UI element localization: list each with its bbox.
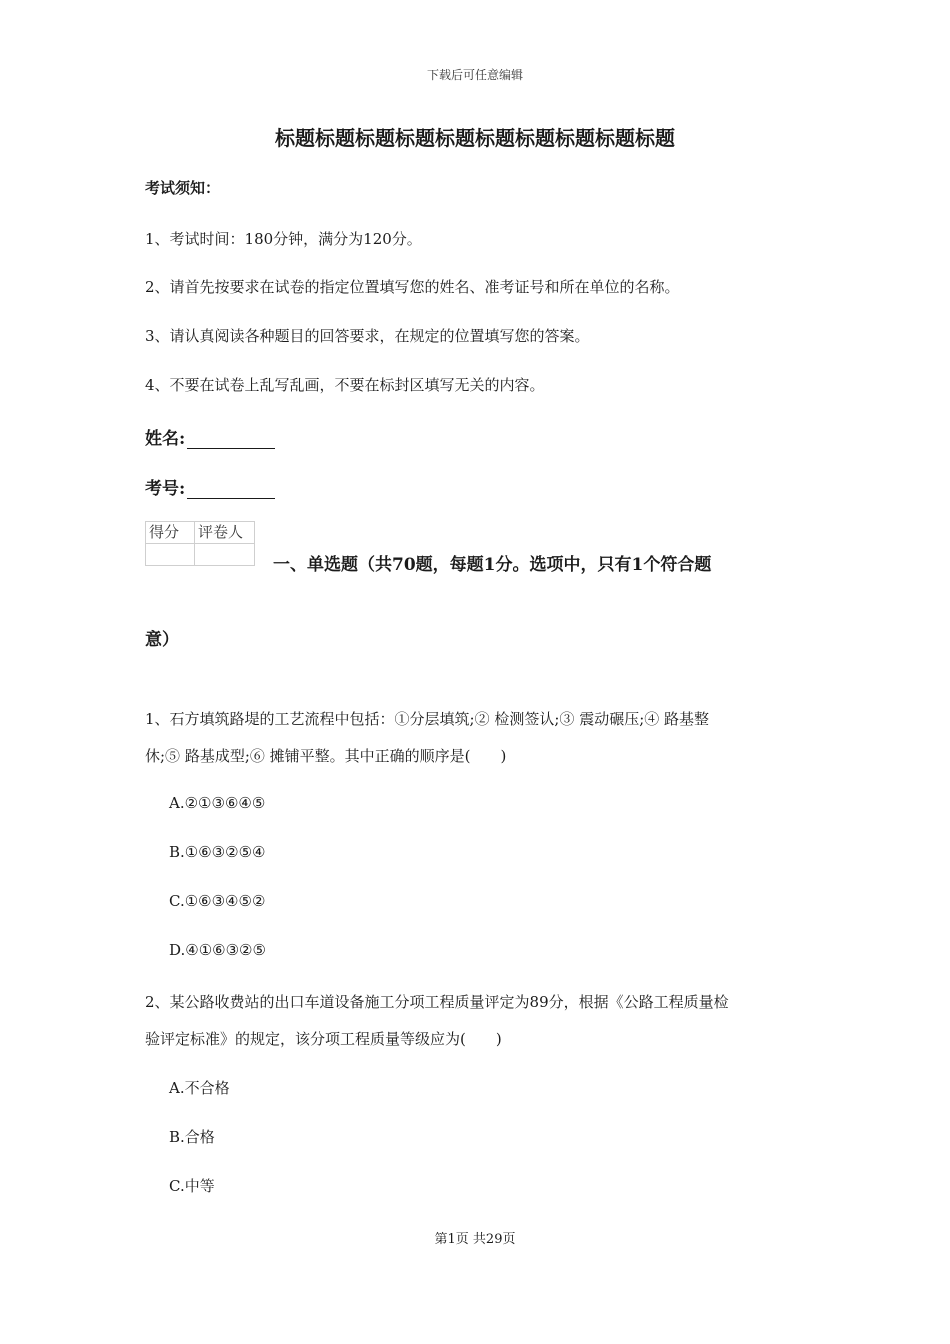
question-1-option-b: B.①⑥③②⑤④ — [169, 843, 266, 861]
question-2-line-1: 2、某公路收费站的出口车道设备施工分项工程质量评定为89分，根据《公路工程质量检 — [145, 993, 729, 1011]
header-note: 下载后可任意编辑 — [426, 68, 523, 82]
notice-rule-2: 2、请首先按要求在试卷的指定位置填写您的姓名、准考证号和所在单位的名称。 — [145, 278, 680, 296]
name-label: 姓名: — [145, 429, 186, 449]
score-cell[interactable] — [146, 544, 195, 566]
question-2-option-b: B.合格 — [169, 1128, 215, 1146]
question-2-option-c: C.中等 — [169, 1177, 215, 1195]
score-table — [145, 521, 255, 566]
id-label: 考号: — [145, 479, 186, 499]
document-title: 标题标题标题标题标题标题标题标题标题标题 — [275, 126, 675, 150]
notice-rule-3: 3、请认真阅读各种题目的回答要求，在规定的位置填写您的答案。 — [145, 327, 590, 345]
question-1-option-a: A.②①③⑥④⑤ — [169, 794, 266, 812]
score-header: 得分 — [146, 522, 195, 544]
name-field — [145, 424, 275, 449]
question-2-option-a: A.不合格 — [169, 1079, 230, 1097]
name-blank[interactable] — [187, 430, 275, 449]
question-1-option-d: D.④①⑥③②⑤ — [169, 941, 266, 959]
notice-rule-4: 4、不要在试卷上乱写乱画，不要在标封区填写无关的内容。 — [145, 376, 545, 394]
question-1-line-1: 1、石方填筑路堤的工艺流程中包括：①分层填筑;② 检测签认;③ 震动碾压;④ 路基整 — [145, 710, 710, 728]
page-footer: 第1页 共29页 — [434, 1232, 516, 1247]
grader-cell[interactable] — [195, 544, 255, 566]
id-field — [145, 474, 275, 499]
grader-header: 评卷人 — [195, 522, 255, 544]
question-2-line-2: 验评定标准》的规定，该分项工程质量等级应为( ) — [145, 1030, 502, 1048]
id-blank[interactable] — [187, 480, 275, 499]
question-1-line-2: 休;⑤ 路基成型;⑥ 摊铺平整。其中正确的顺序是( ) — [145, 747, 507, 765]
section-title-continued: 意） — [145, 630, 179, 650]
notice-rule-1: 1、考试时间：180分钟，满分为120分。 — [145, 230, 422, 248]
section-title: 一、单选题（共70题，每题1分。选项中，只有1个符合题 — [273, 555, 712, 575]
question-1-option-c: C.①⑥③④⑤② — [169, 892, 266, 910]
notice-heading: 考试须知： — [145, 179, 221, 197]
